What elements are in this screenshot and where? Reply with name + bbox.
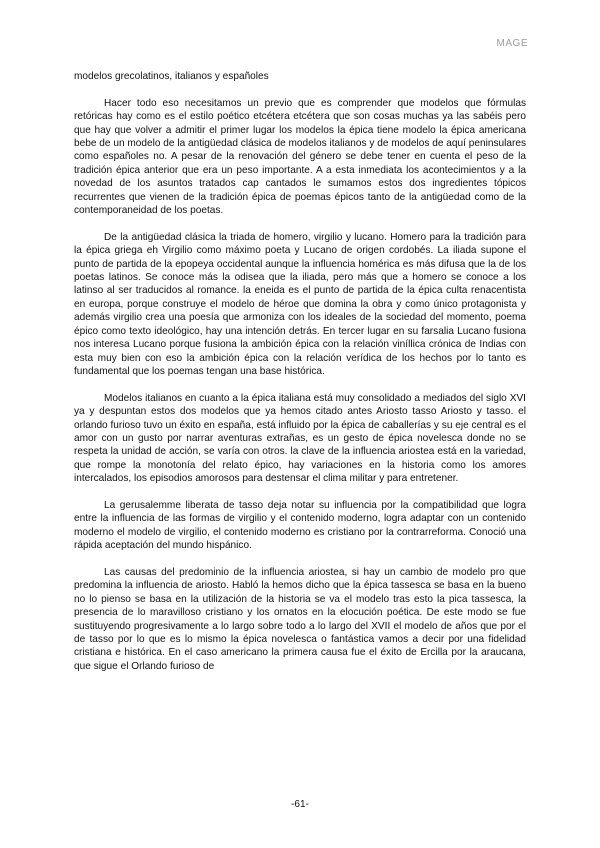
- lead-line: modelos grecolatinos, italianos y españoles: [74, 71, 269, 82]
- running-header: MAGE: [496, 38, 528, 49]
- paragraph-2: De la antigüedad clásica la triada de homero, virgilio y lucano. Homero para la tradición para la épica griega eh Virgilio como máximo poeta y Lucano de origen cordobés. La iliada supone el punto de partida de la epopeya occidental aunque la influencia homérica es más difusa que la de los poetas latinos. Se conoce más la odisea que la iliada, pero más que a homero se conoce a los latinso al ser traducidos al romance. la eneida es el punto de partida de la épica culta renacentista en europa, porque construye el modelo de héroe que domina la obra y como único protagonista y además virgilio crea una poesía que armoniza con los ideales de la sociedad del momento, poema épico como texto ideológico, hay una intención detrás. En tercer lugar en su farsalia Lucano fusiona nos interesa Lucano porque fusiona la ambición épica con la relación viníllica crónica de Indias con esta muy bien con eso la ambición épica con la relación verídica de los hechos por lo tanto es fundamental que los poemas tengan una base histórica.: [74, 231, 526, 377]
- paragraph-5: Las causas del predominio de la influencia ariostea, si hay un cambio de modelo pro que predomina la influencia de ariosto. Habló la hemos dicho que la épica tassesca se basa en la bueno no lo pienso se basa en la utilización de la historia se va el modelo tras esto la pica tassesca, la presencia de lo maravilloso cristiano y los ornatos en la elocución poética. De este modo se fue sustituyendo progresivamente a lo largo sobre todo a lo largo del XVII el modelo de años que por el de tasso por lo que es lo mismo la épica novelesca o fantástica vamos a decir por una fidelidad cristiana e histórica. En el caso americano la primera causa fue el éxito de Ercilla por la araucana, que sigue el Orlando furioso de: [74, 566, 526, 672]
- paragraph-3: Modelos italianos en cuanto a la épica italiana está muy consolidado a mediados del siglo XVI ya y despuntan estos dos modelos que ya hemos citado antes Ariosto tasso Ariosto y tasso. el orlando furioso tuvo un éxito en españa, está influido por la épica de caballerías y su eje central es el amor con un gusto por narrar aventuras extrañas, es un gesto de épica novelesca donde no se respeta la unidad de acción, se varía con otros. la clave de la influencia ariostea está en la variedad, que rompe la monotonía del relato épico, hay variaciones en la historia como los amores intercalados, los episodios amorosos para destensar el clima militar y para entretener.: [74, 392, 526, 485]
- document-body: [74, 70, 526, 687]
- paragraph-1: Hacer todo eso necesitamos un previo que es comprender que modelos que fórmulas retóricas hay como es el estilo poético etcétera etcétera que son cosas muchas ya las sabéis pero que hay que volver a admitir el primer lugar los modelos la épica tiene modelo la épica americana bebe de un modelo de la antigüedad clásica de modelos italianos y de modelos de aquí peninsulares como españoles no. A pesar de la renovación del género se debe tener en cuenta el peso de la tradición épica anterior que era un peso importante. A a esta inmediata los acontecimientos y a la novedad de los asuntos tratados cap cantados le sumamos estos dos ingredientes tópicos recurrentes que vienen de la tradición épica de poemas épicos tanto de la antigüedad como de la contemporaneidad de los poetas.: [74, 97, 526, 217]
- paragraph-4: La gerusalemme liberata de tasso deja notar su influencia por la compatibilidad que logra entre la influencia de las formas de virgilio y el contenido moderno, logra adaptar con un contenido moderno el modelo de virgilio, el contenido moderno es cristiano por la contrarreforma. Conoció una rápida aceptación del mundo hispánico.: [74, 499, 526, 552]
- page-number: -61-: [291, 799, 309, 810]
